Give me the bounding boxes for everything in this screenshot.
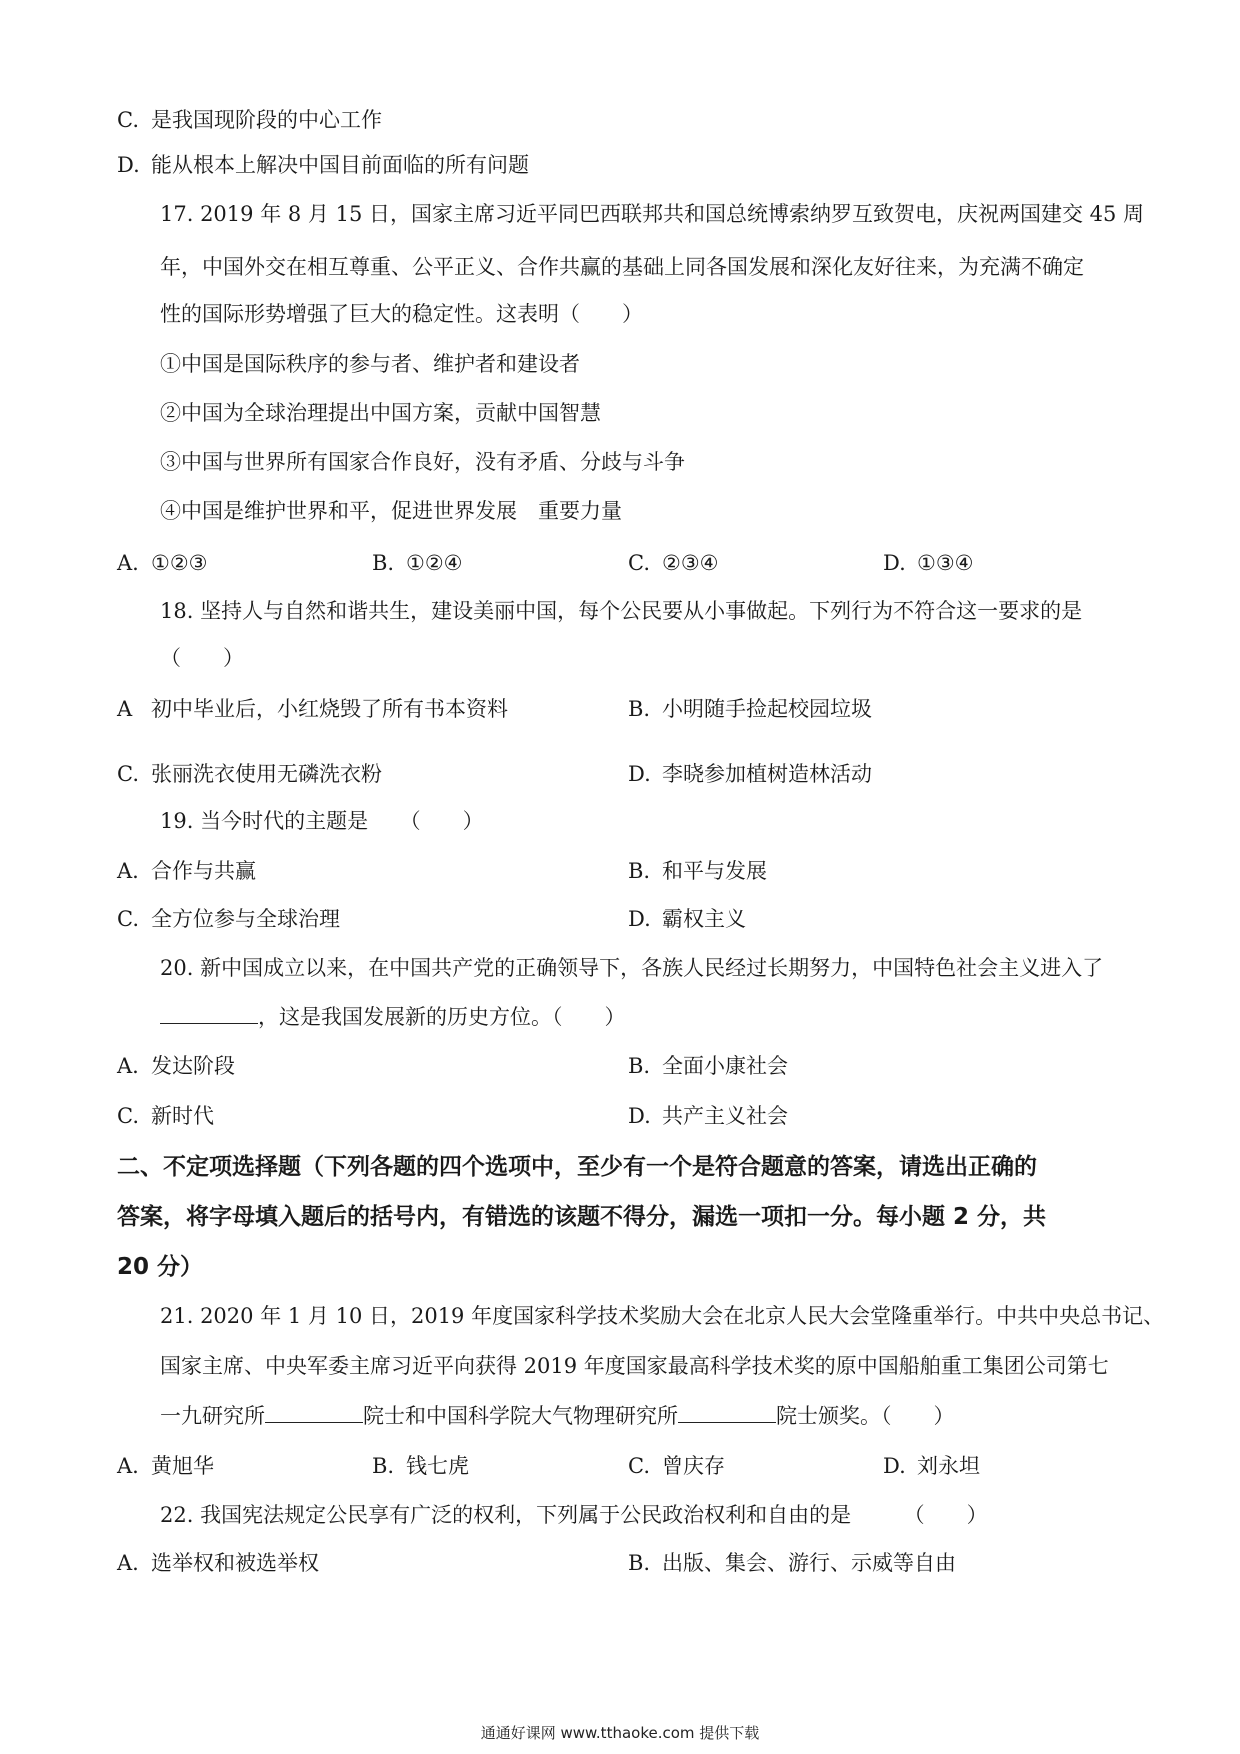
q19-option-c: C. 全方位参与全球治理 [117, 907, 340, 931]
q17-item-4: ④中国是维护世界和平，促进世界发展 重要力量 [160, 499, 622, 523]
q18-stem-line1: 18. 坚持人与自然和谐共生，建设美丽中国，每个公民要从小事做起。下列行为不符合这一要求的是 [160, 599, 1083, 623]
q20-option-b: B. 全面小康社会 [628, 1054, 788, 1078]
q17-option-a: A. ①②③ [117, 551, 208, 575]
section-heading-line3: 20 分） [117, 1254, 204, 1280]
q21-answer-blank-1 [265, 1402, 363, 1423]
q17-item-2: ②中国为全球治理提出中国方案，贡献中国智慧 [160, 401, 601, 425]
q20-stem-line2: ，这是我国发展新的历史方位。（ ） [160, 1002, 626, 1032]
q20-option-a: A. 发达阶段 [117, 1054, 235, 1078]
q21-answer-blank-2 [678, 1402, 776, 1423]
q22-option-b: B. 出版、集会、游行、示威等自由 [628, 1551, 956, 1575]
section-heading-line1: 二、不定项选择题（下列各题的四个选项中，至少有一个是符合题意的答案，请选出正确的 [117, 1154, 1037, 1180]
q18-stem-line2: （ ） [160, 646, 244, 670]
q21-stem-line3: 一九研究所 院士和中国科学院大气物理研究所 院士颁奖。（ ） [160, 1404, 955, 1428]
q21-option-b: B. 钱七虎 [372, 1454, 469, 1478]
q17-stem-line1: 17. 2019 年 8 月 15 日，国家主席习近平同巴西联邦共和国总统博索纳罗互致贺电，庆祝两国建交 45 周 [160, 202, 1145, 226]
q16-option-c: C. 是我国现阶段的中心工作 [117, 108, 382, 132]
q21-option-c: C. 曾庆存 [628, 1454, 725, 1478]
q20-answer-blank [160, 1003, 258, 1024]
q17-option-b: B. ①②④ [372, 551, 463, 575]
q22-stem-line1: 22. 我国宪法规定公民享有广泛的权利，下列属于公民政治权利和自由的是 （ ） [160, 1503, 988, 1527]
q21-stem-line1: 21. 2020 年 1 月 10 日，2019 年度国家科学技术奖励大会在北京人民大会堂隆重举行。中共中央总书记、 [160, 1304, 1165, 1328]
q18-option-a: A 初中毕业后，小红烧毁了所有书本资料 [117, 697, 508, 721]
q19-stem-line1: 19. 当今时代的主题是 （ ） [160, 809, 484, 833]
page-footer: 通通好课网 www.tthaoke.com 提供下载 [480, 1724, 760, 1742]
q19-option-b: B. 和平与发展 [628, 859, 767, 883]
q22-option-a: A. 选举权和被选举权 [117, 1551, 319, 1575]
q19-option-d: D. 霸权主义 [628, 907, 746, 931]
q21-option-a: A. 黄旭华 [117, 1454, 214, 1478]
q17-option-c: C. ②③④ [628, 551, 719, 575]
q20-option-d: D. 共产主义社会 [628, 1104, 788, 1128]
q17-option-d: D. ①③④ [883, 551, 974, 575]
q17-stem-line3: 性的国际形势增强了巨大的稳定性。这表明（ ） [160, 302, 643, 326]
q19-option-a: A. 合作与共赢 [117, 859, 256, 883]
q20-stem-line1: 20. 新中国成立以来，在中国共产党的正确领导下，各族人民经过长期努力，中国特色社会主义进入了 [160, 956, 1104, 980]
q16-option-d: D. 能从根本上解决中国目前面临的所有问题 [117, 153, 529, 177]
q20-option-c: C. 新时代 [117, 1104, 214, 1128]
q18-option-d: D. 李晓参加植树造林活动 [628, 762, 872, 786]
q18-option-c: C. 张丽洗衣使用无磷洗衣粉 [117, 762, 382, 786]
q17-stem-line2: 年，中国外交在相互尊重、公平正义、合作共赢的基础上同各国发展和深化友好往来，为充满不确定 [160, 255, 1084, 279]
q17-item-1: ①中国是国际秩序的参与者、维护者和建设者 [160, 352, 580, 376]
section-heading-line2: 答案，将字母填入题后的括号内，有错选的该题不得分，漏选一项扣一分。每小题 2 分，共 [117, 1204, 1047, 1230]
q17-item-3: ③中国与世界所有国家合作良好，没有矛盾、分歧与斗争 [160, 450, 685, 474]
q21-stem-line2: 国家主席、中央军委主席习近平向获得 2019 年度国家最高科学技术奖的原中国船舶重工集团公司第七 [160, 1354, 1109, 1378]
q21-option-d: D. 刘永坦 [883, 1454, 980, 1478]
q18-option-b: B. 小明随手捡起校园垃圾 [628, 697, 872, 721]
